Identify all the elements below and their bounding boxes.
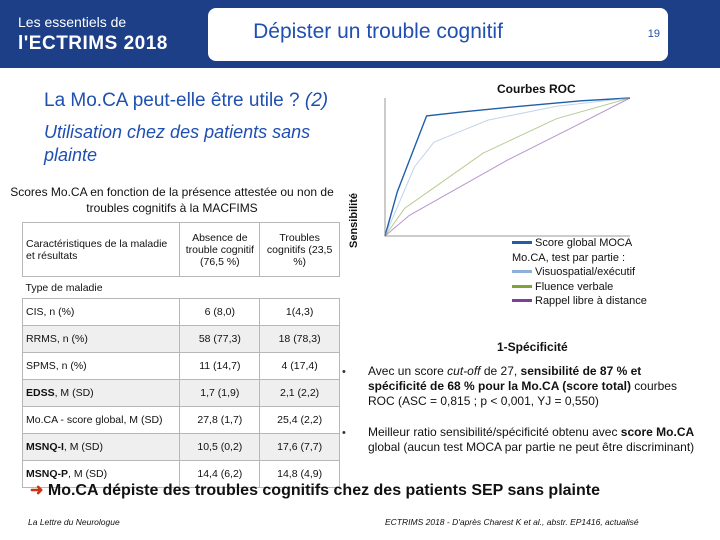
row-label: RRMS, n (%) [23, 326, 180, 353]
row-label: SPMS, n (%) [23, 353, 180, 380]
row-value-2: 18 (78,3) [260, 326, 340, 353]
row-value-1: 14,4 (6,2) [180, 461, 260, 488]
table-header-characteristics: Caractéristiques de la maladie et résultats [23, 223, 180, 277]
table-header-row [23, 223, 340, 277]
arrow-right-icon: ➜ [30, 482, 44, 499]
roc-y-axis-label: Sensibilité [348, 192, 360, 248]
row-label: EDSS, M (SD) [23, 380, 180, 407]
footer-source: La Lettre du Neurologue [28, 517, 120, 527]
roc-axes [385, 98, 630, 236]
conclusion [30, 480, 600, 500]
roc-series-line-2 [385, 98, 630, 236]
roc-chart-title: Courbes ROC [497, 82, 576, 96]
row-value-2: 1(4,3) [260, 299, 340, 326]
roc-series-line-0 [385, 98, 630, 236]
table-header-no-impairment: Absence de trouble cognitif (76,5 %) [180, 223, 260, 277]
title-box [208, 8, 668, 61]
legend-swatch [512, 285, 532, 288]
row-value-1: 10,5 (0,2) [180, 434, 260, 461]
legend-item-fluence [512, 280, 647, 295]
header-banner [0, 0, 720, 68]
row-label: MSNQ-I, M (SD) [23, 434, 180, 461]
section-subheading: Utilisation chez des patients sans plainte [44, 122, 311, 165]
row-value-2: 17,6 (7,7) [260, 434, 340, 461]
section-heading [44, 90, 328, 112]
row-value-1: 6 (8,0) [180, 299, 260, 326]
table-row [23, 434, 340, 461]
page-title: Dépister un trouble cognitif [253, 20, 503, 43]
row-value-2: 25,4 (2,2) [260, 407, 340, 434]
legend-swatch [512, 270, 532, 273]
roc-x-axis-label: 1-Spécificité [497, 340, 568, 354]
heading-main: La Mo.CA peut-elle être utile ? [44, 90, 305, 111]
row-value-2: 2,1 (2,2) [260, 380, 340, 407]
table-row [23, 407, 340, 434]
legend-subtitle: Mo.CA, test par partie : [512, 251, 626, 264]
bullet-marker: • [342, 427, 346, 439]
table-row [23, 380, 340, 407]
type-label: Type de maladie [23, 277, 340, 299]
heading-suffix: (2) [304, 90, 329, 111]
legend-item-visuospatial [512, 265, 647, 280]
brand-line1: Les essentiels de [18, 14, 127, 30]
brand-line2: l'ECTRIMS 2018 [18, 33, 168, 54]
legend-label: Rappel libre à distance [535, 295, 647, 307]
table-row [23, 299, 340, 326]
legend-swatch [512, 299, 532, 302]
legend-swatch [512, 241, 532, 244]
roc-series-line-3 [385, 98, 630, 236]
legend-label: Fluence verbale [535, 280, 614, 293]
row-label: Mo.CA - score global, M (SD) [23, 407, 180, 434]
bullet-ratio: Meilleur ratio sensibilité/spécificité obtenu avec score Mo.CA global (aucun test MOCA par partie ne peut être discriminant) [368, 425, 695, 454]
row-value-1: 11 (14,7) [180, 353, 260, 380]
table-header-impairment: Troubles cognitifs (23,5 %) [260, 223, 340, 277]
row-value-1: 1,7 (1,9) [180, 380, 260, 407]
table-row [23, 353, 340, 380]
scores-caption: Scores Mo.CA en fonction de la présence attestée ou non de troubles cognitifs à la MACFIMS [10, 185, 334, 215]
row-label: CIS, n (%) [23, 299, 180, 326]
legend-item-rappel [512, 294, 647, 309]
row-value-2: 14,8 (4,9) [260, 461, 340, 488]
bullet-cutoff: Avec un score cut-off de 27, sensibilité de 87 % et spécificité de 68 % pour la Mo.CA (score total) courbes ROC (ASC = 0,815 ; p < 0,001, YJ = 0,550) [368, 364, 677, 408]
results-table [22, 222, 340, 488]
legend-label: Visuospatial/exécutif [535, 266, 636, 278]
row-value-2: 4 (17,4) [260, 353, 340, 380]
legend-label: Score global MOCA [535, 237, 633, 249]
conclusion-text: Mo.CA dépiste des troubles cognitifs chez des patients SEP sans plainte [47, 482, 600, 499]
table-row [23, 326, 340, 353]
row-value-1: 58 (77,3) [180, 326, 260, 353]
bullet-marker: • [342, 366, 346, 378]
page-number: 19 [647, 28, 660, 40]
roc-legend [512, 236, 647, 309]
legend-item-score-global [512, 236, 647, 251]
row-label: MSNQ-P, M (SD) [23, 461, 180, 488]
table-row-type [23, 277, 340, 299]
row-value-1: 27,8 (1,7) [180, 407, 260, 434]
roc-series-line-1 [385, 98, 630, 236]
footer-reference: ECTRIMS 2018 - D'après Charest K et al., abstr. EP1416, actualisé [385, 517, 639, 527]
